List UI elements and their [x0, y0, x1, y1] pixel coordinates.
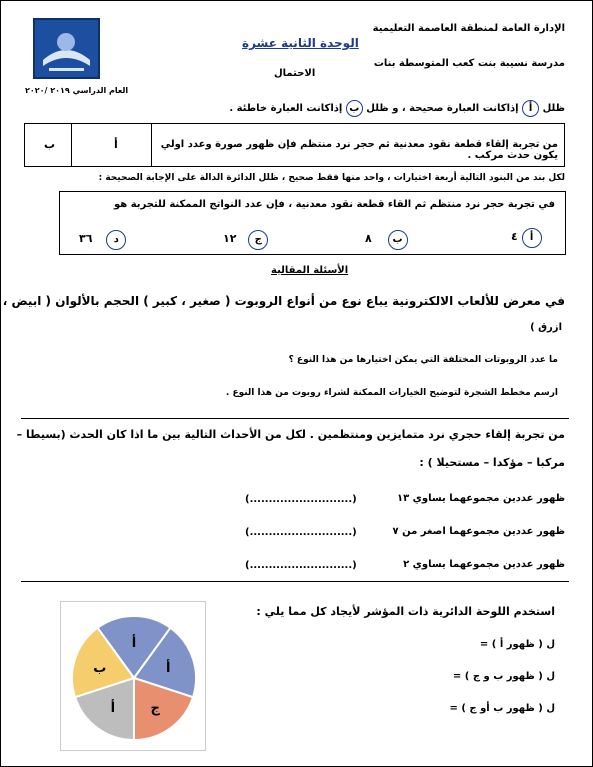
option-d-value: ٣٦	[79, 232, 93, 245]
spinner-chart	[61, 602, 207, 752]
mcq-option-a[interactable]	[511, 228, 542, 248]
essay-q1-a: ما عدد الروبوتات المختلفة التي يمكن اختيارها من هذا النوع ؟	[288, 355, 558, 365]
option-d-circle[interactable]: د	[106, 230, 126, 250]
option-a-circle[interactable]: أ	[522, 228, 542, 248]
mcq-option-c[interactable]	[223, 230, 268, 250]
spinner-frame	[60, 601, 206, 751]
dice-line2: مركبا – مؤكدا – مستحيلا ) :	[419, 456, 565, 469]
spinner-sector-label-5: ب	[93, 660, 107, 676]
option-c-value: ١٢	[223, 232, 237, 245]
section-divider	[21, 418, 569, 419]
tf-answer-a[interactable]: أ	[114, 138, 118, 151]
spinner-sector-label-1: أ	[131, 636, 137, 652]
academic-year: العام الدراسي ٢٠١٩ /٢٠٢٠	[25, 86, 129, 95]
school-name: مدرسة نسيبة بنت كعب المتوسطة بنات	[373, 58, 565, 69]
tf-instruction-part-b: إذاكانت العبارة صحيحة ، و ظلل	[366, 103, 519, 114]
dice-item-2: ظهور عددين مجموعهما اصغر من ٧	[392, 526, 565, 537]
spinner-sector-label-4: أ	[110, 701, 116, 717]
dice-item-1: ظهور عددين مجموعهما يساوي ١٣	[396, 493, 565, 504]
dice-line1: من تجربة إلقاء حجري نرد متمايزين ومنتظمين . لكل من الأحداث التالية بين ما اذا كان الحدث (بسيطا –	[16, 428, 565, 441]
choice-circle-a: أ	[522, 100, 539, 117]
option-a-value: ٤	[511, 230, 518, 243]
mcq-instruction: لكل بند من البنود التالية أربعة اختيارات ، واحد منها فقط صحيح ، ظلل الدائرة الدالة على الإجابة الصحيحة :	[98, 173, 565, 183]
mcq-option-d[interactable]	[79, 230, 126, 250]
spinner-sector-label-3: ج	[150, 701, 160, 717]
essay-q1-line1: في معرض للألعاب الالكترونية يباع نوع من أنواع الروبوت ( صغير ، كبير ) الحجم بالألوان ( ابيض ،	[2, 294, 565, 308]
directorate-name: الإدارة العامة لمنطقة العاصمة التعليمية	[372, 23, 565, 34]
essay-q1-b: ارسم مخطط الشجرة لتوضيح الخيارات الممكنة لشراء روبوت من هذا النوع .	[225, 388, 558, 398]
tf-instruction	[229, 100, 565, 117]
essay-title: الأسئلة المقالية	[271, 265, 349, 276]
spinner-q3: ل ( ظهور ب أو ج ) =	[449, 703, 555, 714]
option-b-value: ٨	[365, 232, 372, 245]
tf-answer-b[interactable]: ب	[44, 138, 56, 151]
lesson-title: الاحتمال	[274, 68, 316, 79]
school-logo	[33, 18, 100, 79]
dice-blank-3[interactable]: (...........................)	[245, 560, 357, 571]
spinner-q1: ل ( ظهور أ ) =	[479, 639, 555, 650]
dice-item-3: ظهور عددين مجموعهما يساوي ٢	[403, 559, 565, 570]
option-b-circle[interactable]: ب	[388, 230, 408, 250]
spinner-sector-label-2: أ	[165, 660, 171, 676]
essay-q1-line2: ازرق )	[530, 322, 562, 333]
dice-blank-2[interactable]: (...........................)	[245, 527, 357, 538]
spinner-q2: ل ( ظهور ب و ج ) =	[452, 671, 555, 682]
mcq-question: في تجربة حجر نرد منتظم ثم القاء قطعة نقود معدنية ، فإن عدد النواتج الممكنة للتجربة هو	[114, 199, 555, 210]
section-divider-2	[21, 581, 569, 582]
tf-instruction-part-a: ظلل	[542, 103, 565, 114]
unit-title: الوحدة الثانية عشرة	[242, 36, 359, 50]
dice-blank-1[interactable]: (...........................)	[245, 494, 357, 505]
option-c-circle[interactable]: ج	[248, 230, 268, 250]
tf-instruction-part-c: إذاكانت العبارة خاطئة .	[229, 103, 343, 114]
mcq-option-b[interactable]	[365, 230, 408, 250]
choice-circle-b: ب	[346, 100, 363, 117]
spinner-instruction: استخدم اللوحة الدائرية ذات المؤشر لأيجاد كل مما يلي :	[256, 605, 555, 618]
tf-statement: من تجربة إلقاء قطعة نقود معدنية ثم حجر نرد منتظم فإن ظهور صورة وعدد اولي يكون حدث مركب .	[160, 139, 558, 161]
